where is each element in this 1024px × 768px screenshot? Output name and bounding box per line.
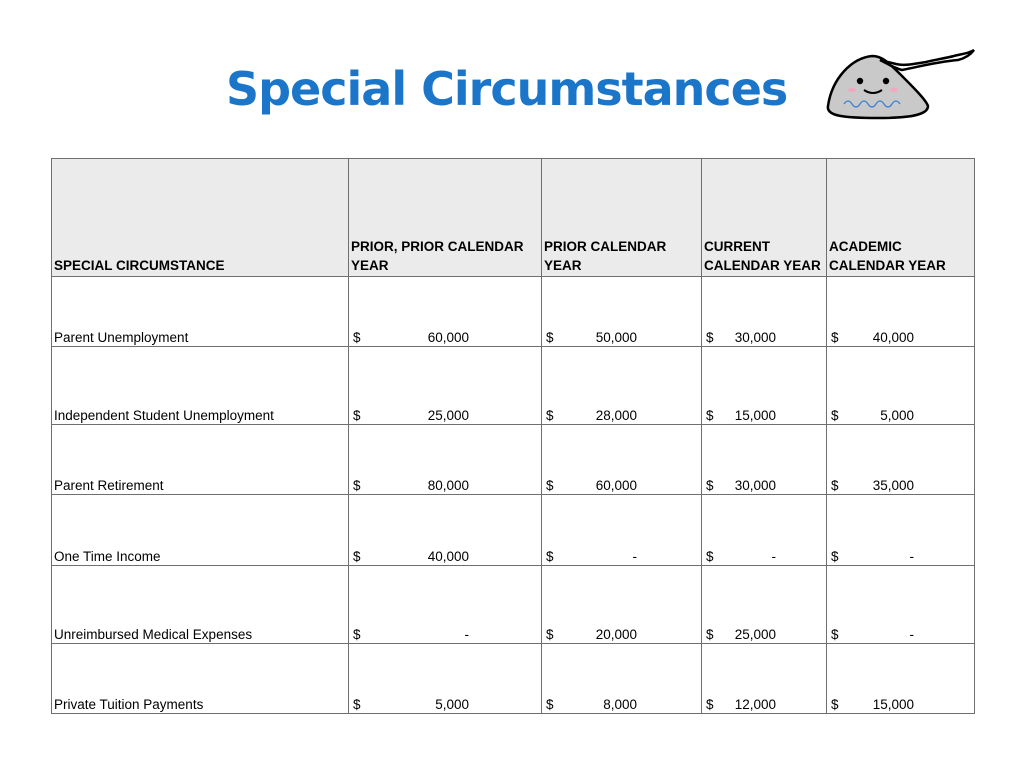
currency-symbol: $ — [353, 408, 361, 423]
amount-cell — [349, 347, 542, 425]
amount-cell — [349, 644, 542, 714]
amount-cell — [542, 347, 702, 425]
amount-cell — [702, 347, 827, 425]
kiss-candy-icon — [818, 44, 978, 124]
currency-symbol: $ — [831, 549, 839, 564]
currency-symbol: $ — [353, 478, 361, 493]
amount-value: 12,000 — [734, 697, 776, 712]
amount-value: - — [909, 627, 914, 642]
currency-symbol: $ — [546, 330, 554, 345]
row-label: Parent Unemployment — [52, 277, 349, 347]
amount-value: - — [909, 549, 914, 564]
row-label: Parent Retirement — [52, 425, 349, 495]
amount-value: 40,000 — [427, 549, 469, 564]
currency-symbol: $ — [546, 478, 554, 493]
amount-value: 5,000 — [435, 697, 469, 712]
amount-cell — [542, 566, 702, 644]
header-prior-calendar-year: PRIOR CALENDAR YEAR — [542, 159, 702, 277]
table-row — [52, 347, 975, 425]
amount-cell — [542, 425, 702, 495]
table-row — [52, 425, 975, 495]
table-row — [52, 277, 975, 347]
currency-symbol: $ — [706, 627, 714, 642]
amount-value: 30,000 — [734, 478, 776, 493]
currency-symbol: $ — [546, 627, 554, 642]
amount-value: 40,000 — [872, 330, 914, 345]
currency-symbol: $ — [831, 627, 839, 642]
amount-cell — [542, 277, 702, 347]
amount-cell — [827, 495, 975, 566]
header-special-circumstance: SPECIAL CIRCUMSTANCE — [52, 159, 349, 277]
amount-cell — [542, 495, 702, 566]
amount-value: 25,000 — [427, 408, 469, 423]
amount-cell — [827, 425, 975, 495]
amount-value: 8,000 — [603, 697, 637, 712]
amount-cell — [349, 277, 542, 347]
currency-symbol: $ — [353, 549, 361, 564]
currency-symbol: $ — [353, 697, 361, 712]
amount-cell — [702, 566, 827, 644]
currency-symbol: $ — [353, 627, 361, 642]
currency-symbol: $ — [706, 330, 714, 345]
amount-value: 15,000 — [734, 408, 776, 423]
amount-value: - — [771, 549, 776, 564]
header-prior-prior-calendar-year: PRIOR, PRIOR CALENDAR YEAR — [349, 159, 542, 277]
currency-symbol: $ — [546, 549, 554, 564]
table-row — [52, 495, 975, 566]
slide-title: Special Circumstances — [226, 62, 788, 116]
amount-value: 30,000 — [734, 330, 776, 345]
amount-value: 25,000 — [734, 627, 776, 642]
amount-value: - — [464, 627, 469, 642]
amount-value: 50,000 — [595, 330, 637, 345]
currency-symbol: $ — [831, 697, 839, 712]
table-header-row — [52, 159, 975, 277]
amount-cell — [702, 495, 827, 566]
currency-symbol: $ — [353, 330, 361, 345]
amount-value: 20,000 — [595, 627, 637, 642]
amount-cell — [702, 644, 827, 714]
row-label: Independent Student Unemployment — [52, 347, 349, 425]
amount-cell — [827, 277, 975, 347]
row-label: Unreimbursed Medical Expenses — [52, 566, 349, 644]
header-current-calendar-year: CURRENT CALENDAR YEAR — [702, 159, 827, 277]
amount-cell — [827, 644, 975, 714]
amount-cell — [349, 566, 542, 644]
table-row — [52, 566, 975, 644]
amount-value: 5,000 — [880, 408, 914, 423]
amount-cell — [827, 566, 975, 644]
currency-symbol: $ — [706, 408, 714, 423]
amount-cell — [702, 277, 827, 347]
row-label: Private Tuition Payments — [52, 644, 349, 714]
currency-symbol: $ — [706, 697, 714, 712]
currency-symbol: $ — [546, 408, 554, 423]
currency-symbol: $ — [831, 330, 839, 345]
currency-symbol: $ — [831, 478, 839, 493]
amount-value: 60,000 — [595, 478, 637, 493]
row-label: One Time Income — [52, 495, 349, 566]
amount-value: 28,000 — [595, 408, 637, 423]
amount-cell — [349, 425, 542, 495]
table-row — [52, 644, 975, 714]
currency-symbol: $ — [706, 549, 714, 564]
amount-cell — [542, 644, 702, 714]
amount-cell — [349, 495, 542, 566]
amount-value: 15,000 — [872, 697, 914, 712]
special-circumstances-table — [51, 158, 975, 714]
amount-value: 80,000 — [427, 478, 469, 493]
amount-value: 35,000 — [872, 478, 914, 493]
currency-symbol: $ — [831, 408, 839, 423]
amount-cell — [702, 425, 827, 495]
amount-value: 60,000 — [427, 330, 469, 345]
amount-value: - — [632, 549, 637, 564]
currency-symbol: $ — [546, 697, 554, 712]
amount-cell — [827, 347, 975, 425]
currency-symbol: $ — [706, 478, 714, 493]
header-academic-calendar-year: ACADEMIC CALENDAR YEAR — [827, 159, 975, 277]
